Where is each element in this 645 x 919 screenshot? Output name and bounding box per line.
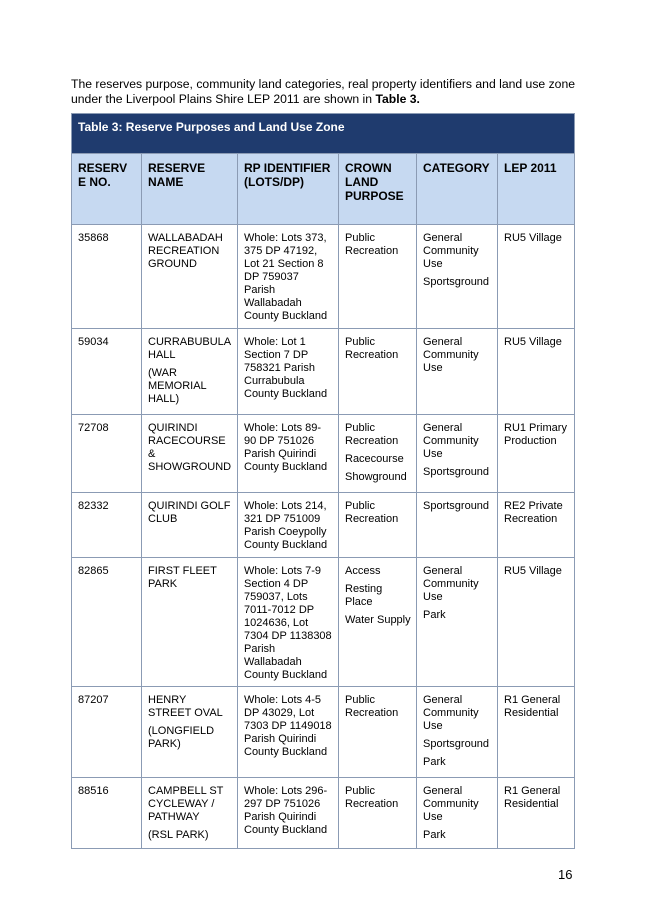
- table-row: [72, 558, 575, 687]
- crown-land-purpose-cell: [339, 415, 417, 493]
- category-line: Park: [423, 609, 446, 621]
- reserve-name-cell: [142, 415, 238, 493]
- intro-paragraph: [71, 77, 581, 106]
- category-cell: [417, 778, 498, 849]
- reserve-no-cell: 72708: [72, 415, 142, 493]
- reserve-table: [71, 113, 575, 849]
- crown-land-purpose-cell: [339, 778, 417, 849]
- table-header-row: [72, 154, 575, 225]
- reserve-name-line: (WAR MEMORIAL HALL): [148, 367, 207, 405]
- purpose-line: Resting Place: [345, 583, 383, 608]
- category-cell: [417, 687, 498, 778]
- category-cell: [417, 225, 498, 329]
- category-line: General Community Use: [423, 232, 479, 270]
- category-line: General Community Use: [423, 785, 479, 823]
- purpose-line: Racecourse: [345, 453, 404, 465]
- crown-land-purpose-cell: [339, 558, 417, 687]
- category-line: Sportsground: [423, 276, 490, 288]
- purpose-line: Public Recreation: [345, 694, 399, 719]
- reserve-name-cell: [142, 329, 238, 415]
- category-cell: [417, 558, 498, 687]
- purpose-line: Access: [345, 565, 381, 577]
- intro-table-ref: Table 3.: [375, 91, 420, 106]
- lep-zone-cell: RU1 Primary Production: [498, 415, 575, 493]
- purpose-line: Water Supply: [345, 614, 411, 626]
- header-rp-identifier: RP IDENTIFIER (LOTS/DP): [238, 154, 339, 225]
- reserve-no-cell: 82332: [72, 493, 142, 558]
- purpose-line: Public Recreation: [345, 232, 399, 257]
- reserve-name-cell: [142, 493, 238, 558]
- category-line: General Community Use: [423, 422, 479, 460]
- page-number: 16: [558, 867, 573, 882]
- table-caption: Table 3: Reserve Purposes and Land Use Zone: [72, 114, 575, 154]
- lep-zone-cell: RU5 Village: [498, 558, 575, 687]
- lep-zone-cell: RE2 Private Recreation: [498, 493, 575, 558]
- purpose-line: Public Recreation: [345, 500, 399, 525]
- category-line: General Community Use: [423, 565, 479, 603]
- reserve-name-line: FIRST FLEET PARK: [148, 565, 217, 590]
- category-line: General Community Use: [423, 694, 479, 732]
- header-reserve-name: RESERVE NAME: [142, 154, 238, 225]
- reserve-no-cell: 87207: [72, 687, 142, 778]
- category-line: Park: [423, 756, 446, 768]
- rp-identifier-cell: Whole: Lots 7-9 Section 4 DP 759037, Lots 7011-7012 DP 1024636, Lot 7304 DP 1138308 Parish Wallabadah County Buckland: [238, 558, 339, 687]
- purpose-line: Showground: [345, 471, 407, 483]
- table-row: [72, 225, 575, 329]
- reserve-name-cell: [142, 225, 238, 329]
- rp-identifier-cell: Whole: Lots 89-90 DP 751026 Parish Quirindi County Buckland: [238, 415, 339, 493]
- header-lep-2011: LEP 2011: [498, 154, 575, 225]
- rp-identifier-cell: Whole: Lots 373, 375 DP 47192, Lot 21 Section 8 DP 759037 Parish Wallabadah County Buckland: [238, 225, 339, 329]
- reserve-name-line: QUIRINDI GOLF CLUB: [148, 500, 231, 525]
- reserve-name-line: HENRY STREET OVAL: [148, 694, 223, 719]
- purpose-line: Public Recreation: [345, 785, 399, 810]
- reserve-name-line: CAMPBELL ST CYCLEWAY / PATHWAY: [148, 785, 224, 823]
- category-cell: [417, 329, 498, 415]
- category-line: General Community Use: [423, 336, 479, 374]
- reserve-no-cell: 35868: [72, 225, 142, 329]
- table-row: [72, 493, 575, 558]
- reserve-name-line: QUIRINDI RACECOURSE & SHOWGROUND: [148, 422, 232, 473]
- reserve-name-line: CURRABUBULA HALL: [148, 336, 231, 361]
- crown-land-purpose-cell: [339, 329, 417, 415]
- table-row: [72, 687, 575, 778]
- header-crown-land-purpose: CROWN LAND PURPOSE: [339, 154, 417, 225]
- crown-land-purpose-cell: [339, 225, 417, 329]
- category-cell: [417, 493, 498, 558]
- reserve-name-line: (LONGFIELD PARK): [148, 725, 215, 750]
- category-line: Sportsground: [423, 500, 490, 512]
- lep-zone-cell: RU5 Village: [498, 329, 575, 415]
- category-line: Sportsground: [423, 466, 490, 478]
- header-reserve-no: RESERV E NO.: [72, 154, 142, 225]
- category-cell: [417, 415, 498, 493]
- category-line: Park: [423, 829, 446, 841]
- purpose-line: Public Recreation: [345, 336, 399, 361]
- lep-zone-cell: R1 General Residential: [498, 687, 575, 778]
- table-row: [72, 778, 575, 849]
- crown-land-purpose-cell: [339, 493, 417, 558]
- reserve-name-cell: [142, 558, 238, 687]
- purpose-line: Public Recreation: [345, 422, 399, 447]
- lep-zone-cell: RU5 Village: [498, 225, 575, 329]
- crown-land-purpose-cell: [339, 687, 417, 778]
- reserve-no-cell: 88516: [72, 778, 142, 849]
- rp-identifier-cell: Whole: Lots 296-297 DP 751026 Parish Quirindi County Buckland: [238, 778, 339, 849]
- table-row: [72, 415, 575, 493]
- category-line: Sportsground: [423, 738, 490, 750]
- reserve-no-cell: 82865: [72, 558, 142, 687]
- reserve-name-cell: [142, 778, 238, 849]
- reserve-name-line: (RSL PARK): [148, 829, 209, 841]
- reserve-name-line: WALLABADAH RECREATION GROUND: [148, 232, 223, 270]
- header-category: CATEGORY: [417, 154, 498, 225]
- rp-identifier-cell: Whole: Lots 214, 321 DP 751009 Parish Coeypolly County Buckland: [238, 493, 339, 558]
- reserve-name-cell: [142, 687, 238, 778]
- table-row: [72, 329, 575, 415]
- rp-identifier-cell: Whole: Lot 1 Section 7 DP 758321 Parish Currabubula County Buckland: [238, 329, 339, 415]
- lep-zone-cell: R1 General Residential: [498, 778, 575, 849]
- reserve-no-cell: 59034: [72, 329, 142, 415]
- rp-identifier-cell: Whole: Lots 4-5 DP 43029, Lot 7303 DP 1149018 Parish Quirindi County Buckland: [238, 687, 339, 778]
- intro-text: The reserves purpose, community land categories, real property identifiers and land use zone under the Liverpool Plains Shire LEP 2011 are shown in: [71, 77, 576, 106]
